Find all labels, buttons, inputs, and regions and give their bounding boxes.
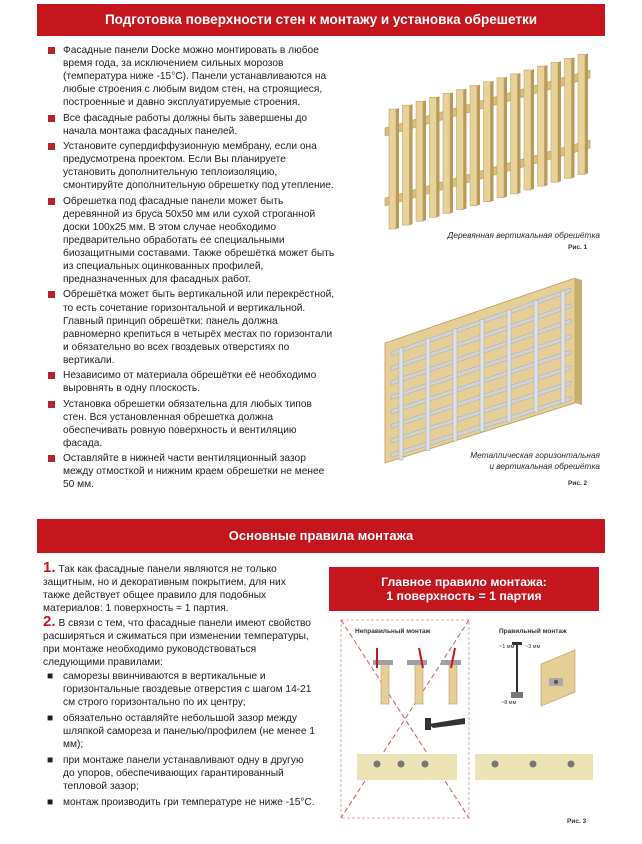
vertical-profile [534,301,538,413]
bullet-marker: ■ [47,671,54,682]
preparation-bullet-list [45,44,335,494]
vertical-profile [426,339,430,451]
vertical-profile [480,320,484,432]
page-title-banner: Подготовка поверхности стен к монтажу и установка обрешетки [37,4,605,36]
installation-rules [43,561,315,812]
list-item [43,754,315,793]
rule-2 [43,615,315,669]
gap-8mm-label: ~8 мм [501,700,517,706]
vertical-profile [453,329,457,441]
bullet-marker: ■ [47,755,54,766]
batten [511,74,518,194]
figure-1-caption: Деревянная вертикальная обрешётка [447,230,600,240]
list-item [43,670,315,709]
figure-2-caption-line2: и вертикальная обрешётка [489,461,600,471]
wrong-screw-example [407,648,427,704]
list-item: Оставляйте в нижней части вентиляционный зазор между отмосткой и нижним краем обрешетки не менее 50 мм. [45,452,335,491]
batten [470,86,477,206]
batten [578,54,585,174]
batten-side [545,65,548,186]
figure-2-caption [400,450,600,472]
list-item: Обрешётка может быть вертикальной или перекрёстной, то есть сочетание горизонтальной и вертикальной. Главный принцип обрешётки: панель должна равномерно крепиться в четырёх местах по горизонтали и обязательно во всех гвоздевых отверстиях по вертикали. [45,288,335,367]
panel-strip [357,754,457,780]
batten-side [450,92,453,213]
list-item: Независимо от материала обрешётки её необходимо выровнять в одну плоскость. [45,369,335,395]
screw-head [398,761,405,768]
figure-2-label: Рис. 2 [568,480,588,487]
list-item-text: монтаж производить гри температуре не ниже -15°С. [63,797,315,808]
list-item: Установка обрешетки обязательна для любых типов стен. Вся установленная обрешетка должна обеспечивать ровную поверхность и вентиляцию фасада. [45,398,335,450]
list-item-text: при монтаже панели устанавливают одну в другую до упоров, обеспечивающих гарантированный тепловой зазор; [63,755,304,792]
vertical-profile [561,291,565,403]
batten [497,78,504,198]
wooden-battens-illustration [375,48,600,248]
correct-panel-detail [541,650,575,706]
batten [538,66,545,186]
main-rule-box [329,567,599,611]
batten-side [396,108,399,229]
batten [565,58,572,178]
main-rule-line1: Главное правило монтажа: [381,575,547,589]
rule-1-text: Так как фасадные панели являются не только защитным, но и декоративным покрытием, для них также действует общее правило для подобных материалов: 1 поверхность = 1 партия. [43,564,286,614]
batten [430,97,437,217]
rule-2-text: В связи с тем, что фасадные панели имеют свойство расширяться и сжиматься при изменении температуры, при монтаже необходимо руководствоваться следующими правилами: [43,618,311,668]
screw-head [530,761,537,768]
figure-1-label: Рис. 1 [568,244,588,251]
batten [403,105,410,225]
batten-side [410,104,413,225]
list-item [43,712,315,751]
section-title-banner: Основные правила монтажа [37,519,605,553]
bullet-marker: ■ [47,797,54,808]
rule-2-number: 2. [43,613,56,630]
batten-side [518,73,521,194]
gap-1mm-label: ~1 мм [499,644,515,650]
screw-head [568,761,575,768]
list-item: Все фасадные работы должны быть завершены до начала монтажа фасадных панелей. [45,112,335,138]
batten-side [464,89,467,210]
list-item: Фасадные панели Docke можно монтировать в любое время года, за исключением сильных морозов (температура ниже -15°C). Панели устанавливаются на любые строения с любым видом стен, на строящиеся, построенные и давно эксплуатируемые строения. [45,44,335,109]
correct-screw-detail [511,642,523,698]
batten-side [477,85,480,206]
batten-side [491,81,494,202]
batten [443,93,450,213]
rule-1 [43,561,315,615]
vertical-profile [507,310,511,422]
list-item-text: саморезы ввинчиваются в вертикальные и горизонтальные гвоздевые отверстия с шагом 14-21 см строго горизонтально по их центру; [63,671,312,708]
batten [389,109,396,229]
batten [457,90,464,210]
batten-group [389,53,588,229]
batten-side [558,61,561,182]
screw-head [374,761,381,768]
gap-3mm-label: ~3 мм [525,644,541,650]
correct-mounting-label: Правильный монтаж [499,628,567,635]
batten-side [437,96,440,217]
batten [551,62,558,182]
installation-diagram [329,612,599,830]
rule-2-sublist [43,670,315,809]
list-item: Установите супердиффузионную мембрану, если она предусмотрена проектом. Если Вы планируете установить дополнительную теплоизоляцию, смонтируйте дополнительную обрешетку под утепление. [45,140,335,192]
list-item [43,796,315,809]
figure-3-label: Рис. 3 [567,818,587,825]
bullet-marker: ■ [47,713,54,724]
vertical-profile [399,348,403,460]
main-rule-line2: 1 поверхность = 1 партия [386,589,542,603]
batten-side [585,53,588,174]
screw-head [492,761,499,768]
batten-side [572,57,575,178]
list-item-text: обязательно оставляйте небольшой зазор между шляпкой самореза и панелью/профилем (не менее 1 мм); [63,713,315,750]
wrong-mounting-label: Неправильный монтаж [355,628,431,635]
installation-diagram-svg [329,612,599,830]
batten [524,70,531,190]
list-item: Обрешетка под фасадные панели может быть деревянной из бруса 50х50 мм или сухой строганной доски 100х25 мм. В этом случае необходимо предварительно обработать ее специальными биозащитными составами. Также обрешётка может быть из специальных оцинкованных профилей, предназначенных для фасадных работ. [45,195,335,287]
batten [416,101,423,221]
metal-grid-illustration [375,268,600,468]
batten [484,82,491,202]
screw-icon [425,718,465,730]
batten-side [531,69,534,190]
batten-side [423,100,426,221]
screw-head [422,761,429,768]
figure-2-caption-line1: Металлическая горизонтальная [470,450,600,460]
rule-1-number: 1. [43,559,56,576]
batten-side [504,77,507,198]
wrong-screw-example [441,648,461,704]
